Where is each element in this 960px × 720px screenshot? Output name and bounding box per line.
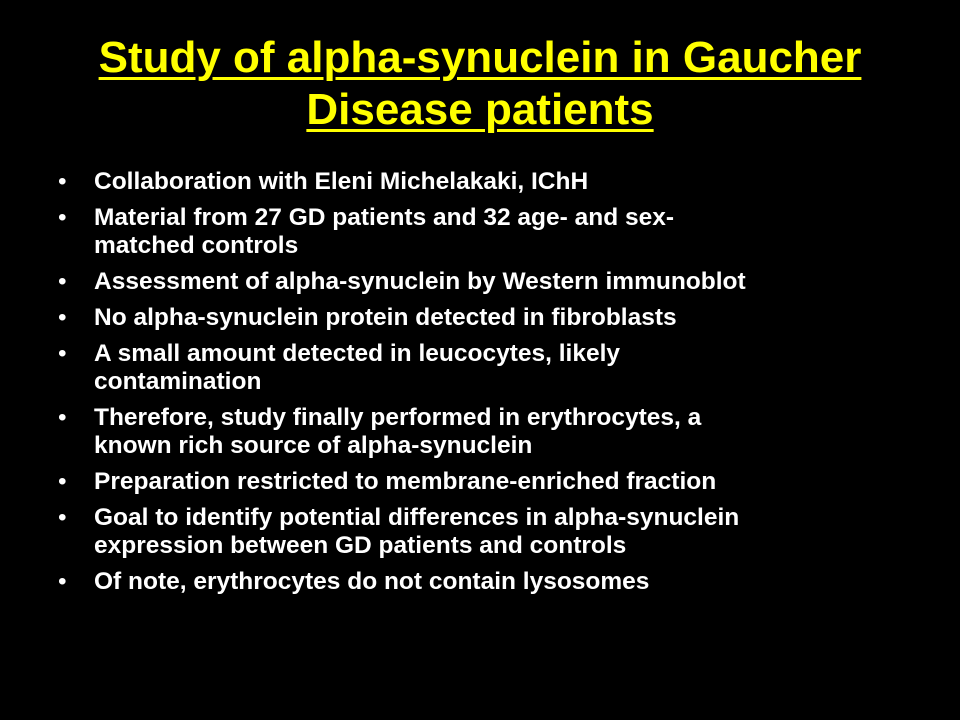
bullet-item <box>58 568 938 596</box>
bullet-dot: • <box>58 340 67 367</box>
bullet-item <box>58 340 938 396</box>
bullet-text: Goal to identify potential differences in alpha-synuclein <box>94 504 740 531</box>
bullet-item <box>58 404 938 460</box>
bullet-text: Therefore, study finally performed in erythrocytes, a <box>94 404 702 431</box>
bullet-text: Assessment of alpha-synuclein by Western immunoblot <box>94 268 746 295</box>
bullet-text: matched controls <box>94 232 299 259</box>
bullet-text: known rich source of alpha-synuclein <box>94 432 533 459</box>
bullet-text: contamination <box>94 368 262 395</box>
bullet-dot: • <box>58 304 67 331</box>
bullet-text: A small amount detected in leucocytes, likely <box>94 340 621 367</box>
bullet-item <box>58 204 938 260</box>
bullet-dot: • <box>58 204 67 231</box>
bullet-dot: • <box>58 504 67 531</box>
bullet-dot: • <box>58 404 67 431</box>
bullet-text: Material from 27 GD patients and 32 age- and sex- <box>94 204 675 231</box>
slide-title <box>30 32 930 136</box>
bullet-text: Preparation restricted to membrane-enriched fraction <box>94 468 717 495</box>
bullet-item <box>58 168 938 196</box>
bullet-list <box>58 168 938 604</box>
bullet-text: No alpha-synuclein protein detected in fibroblasts <box>94 304 677 331</box>
bullet-dot: • <box>58 468 67 495</box>
bullet-text: Of note, erythrocytes do not contain lysosomes <box>94 568 650 595</box>
bullet-dot: • <box>58 568 67 595</box>
bullet-dot: • <box>58 268 67 295</box>
bullet-dot: • <box>58 168 67 195</box>
bullet-text: Collaboration with Eleni Michelakaki, IChH <box>94 168 589 195</box>
bullet-item <box>58 304 938 332</box>
bullet-text: expression between GD patients and controls <box>94 532 627 559</box>
slide-title-line: Study of alpha-synuclein in Gaucher <box>98 33 862 82</box>
bullet-item <box>58 504 938 560</box>
bullet-item <box>58 468 938 496</box>
slide-title-line: Disease patients <box>306 85 654 134</box>
bullet-item <box>58 268 938 296</box>
